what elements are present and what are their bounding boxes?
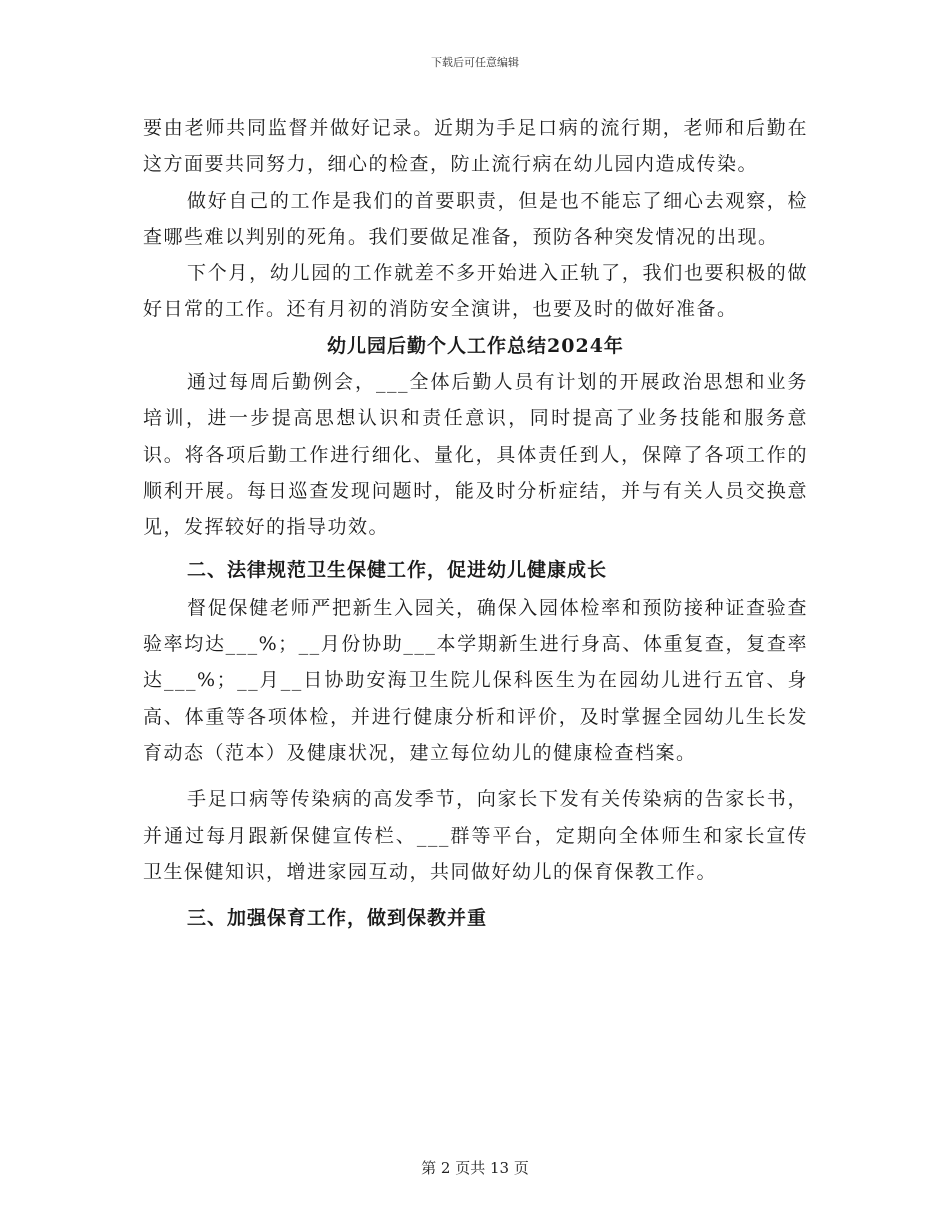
section-heading-care: 三、加强保育工作，做到保教并重 (187, 907, 488, 930)
document-title: 幼儿园后勤个人工作总结2024年 (327, 334, 624, 357)
paragraph-continuation: 要由老师共同监督并做好记录。近期为手足口病的流行期，老师和后勤在这方面要共同努力，细心的检查，防止流行病在幼儿园内造成传染。 (143, 117, 808, 176)
paragraph-duties: 做好自己的工作是我们的首要职责，但是也不能忘了细心去观察，检查哪些难以判别的死角。我们要做足准备，预防各种突发情况的出现。 (143, 189, 808, 248)
paragraph-next-month: 下个月，幼儿园的工作就差不多开始进入正轨了，我们也要积极的做好日常的工作。还有月初的消防安全演讲，也要及时的做好准备。 (143, 262, 808, 321)
page-header: 下载后可任意编辑 (431, 56, 519, 69)
paragraph-health-checks: 督促保健老师严把新生入园关，确保入园体检率和预防接种证查验查验率均达___%；__月份协助___本学期新生进行身高、体重复查，复查率达___%；__月__日协助安海卫生院儿保科医生为在园幼儿进行五官、身高、体重等各项体检，并进行健康分析和评价，及时掌握全园幼儿生长发育动态（范本）及健康状况，建立每位幼儿的健康检查档案。 (143, 596, 808, 765)
page-footer: 第 2 页共 13 页 (421, 1159, 529, 1177)
document-body (143, 110, 808, 939)
paragraph-disease-prevention: 手足口病等传染病的高发季节，向家长下发有关传染病的告家长书，并通过每月跟新保健宣传栏、___群等平台，定期向全体师生和家长宣传卫生保健知识，增进家园互动，共同做好幼儿的保育保教工作。 (143, 788, 808, 883)
paragraph-weekly-meeting: 通过每周后勤例会，___全体后勤人员有计划的开展政治思想和业务培训，进一步提高思想认识和责任意识，同时提高了业务技能和服务意识。将各项后勤工作进行细化、量化，具体责任到人，保障了各项工作的顺利开展。每日巡查发现问题时，能及时分析症结，并与有关人员交换意见，发挥较好的指导功效。 (143, 371, 808, 539)
section-heading-health: 二、法律规范卫生保健工作，促进幼儿健康成长 (187, 558, 608, 581)
